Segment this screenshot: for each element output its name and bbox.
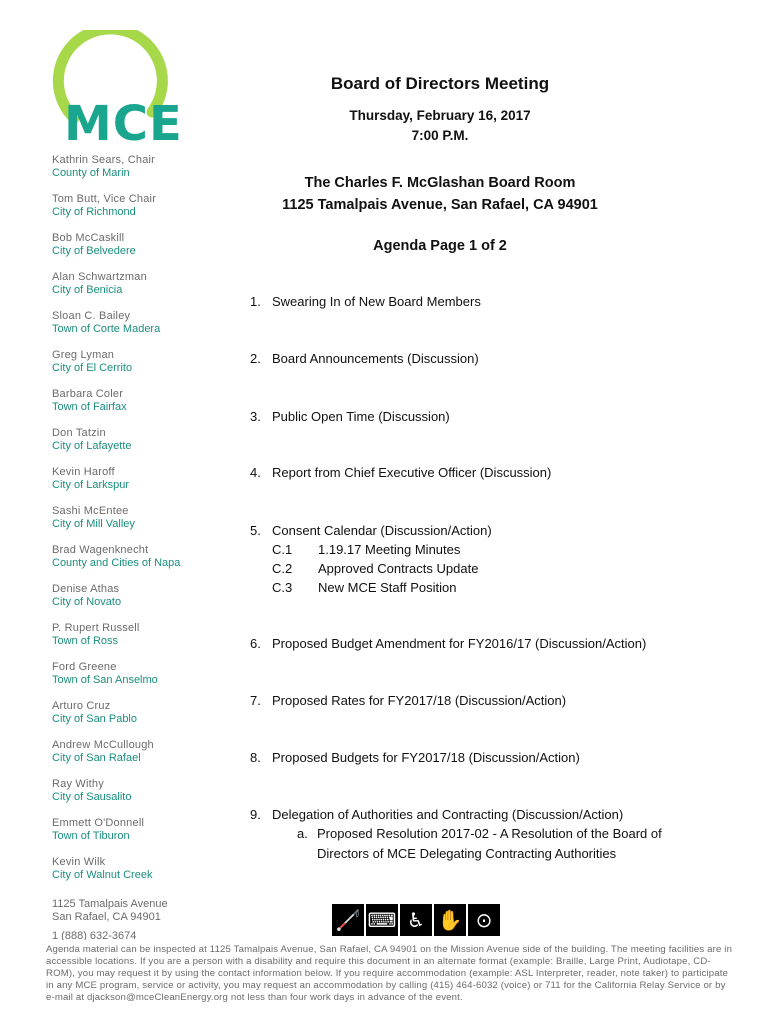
board-member-name: Greg Lyman (52, 349, 115, 361)
board-member-name: Sashi McEntee (52, 505, 129, 517)
meeting-date: Thursday, February 16, 2017 (349, 108, 531, 123)
agenda-item-6: 6. Proposed Budget Amendment for FY2016/17 (Discussion/Action) (250, 636, 647, 651)
board-member (52, 232, 242, 271)
address-line1: 1125 Tamalpais Avenue (52, 898, 168, 910)
board-member (52, 349, 242, 388)
agenda-item-1: 1. Swearing In of New Board Members (250, 294, 481, 309)
item9-subitem-a (297, 824, 662, 844)
board-member-org: City of Lafayette (52, 440, 132, 452)
board-member (52, 856, 242, 895)
board-member (52, 700, 242, 739)
board-member-org: City of San Rafael (52, 752, 141, 764)
board-member (52, 310, 242, 349)
board-member-name: Emmett O'Donnell (52, 817, 145, 829)
agenda-item-9: 9. Delegation of Authorities and Contracting (Discussion/Action) (250, 807, 624, 822)
board-member-org: City of Sausalito (52, 791, 132, 803)
board-member-name: Kevin Haroff (52, 466, 115, 478)
meeting-time: 7:00 P.M. (411, 128, 469, 143)
wheelchair-icon: ♿ (400, 904, 432, 936)
board-member-name: Ford Greene (52, 661, 117, 673)
office-phone: 1 (888) 632-3674 (52, 930, 137, 940)
agenda-item-4: 4. Report from Chief Executive Officer (Discussion) (250, 465, 552, 480)
board-member-org: City of Benicia (52, 284, 123, 296)
board-member-name: Sloan C. Bailey (52, 310, 131, 322)
agenda-item-5: 5. Consent Calendar (Discussion/Action) (250, 523, 492, 538)
hearing-assist-icon: ⊙ (468, 904, 500, 936)
meeting-header (240, 74, 640, 254)
board-member-org: City of Walnut Creek (52, 869, 153, 881)
board-member-name: Alan Schwartzman (52, 271, 147, 283)
board-member-org: City of Richmond (52, 206, 136, 218)
board-member (52, 466, 242, 505)
meeting-room: The Charles F. McGlashan Board Room (304, 175, 576, 191)
board-member (52, 661, 242, 700)
board-member-name: Andrew McCullough (52, 739, 154, 751)
consent-item-c2: C.2 Approved Contracts Update (272, 561, 479, 576)
board-member (52, 154, 242, 193)
board-member-name: P. Rupert Russell (52, 622, 140, 634)
accessibility-footer-note: Agenda material can be inspected at 1125 Tamalpais Avenue, San Rafael, CA 94901 on the Mission Avenue side of the building. The meeting facilities are in accessible locations. If you are a person with a disability and require this document in an alternate format (example: Braille, Large Print, Audiotape, CD-ROM), you may request it by using the contact information below. If you require accommodation (example: ASL Interpreter, reader, note taker) to participate in any MCE program, service or activity, you may request an accommodation by calling (415) 464-6032 (voice) or 711 for the California Relay Service or by e-mail at djackson@mceCleanEnergy.org not less than four work days in advance of the event. (46, 944, 733, 1003)
tty-icon: ⌨ (366, 904, 398, 936)
board-member (52, 778, 242, 817)
board-member-name: Arturo Cruz (52, 700, 111, 712)
board-member-org: Town of Corte Madera (52, 323, 161, 335)
board-member-name: Brad Wagenknecht (52, 544, 149, 556)
board-member (52, 271, 242, 310)
board-member (52, 817, 242, 856)
consent-item-c1: C.1 1.19.17 Meeting Minutes (272, 542, 461, 557)
logo-text: MCE (64, 96, 183, 152)
board-member-org: Town of Tiburon (52, 830, 130, 842)
board-member-org: City of San Pablo (52, 713, 137, 725)
board-member (52, 388, 242, 427)
board-member (52, 583, 242, 622)
board-member-org: City of Mill Valley (52, 518, 135, 530)
agenda-item-3: 3. Public Open Time (Discussion) (250, 409, 450, 424)
board-member (52, 622, 242, 661)
board-member (52, 739, 242, 778)
board-member-list (52, 154, 242, 895)
board-member-name: Denise Athas (52, 583, 120, 595)
board-member-name: Bob McCaskill (52, 232, 125, 244)
board-member (52, 544, 242, 583)
agenda-item-2: 2. Board Announcements (Discussion) (250, 351, 479, 366)
board-member-name: Tom Butt, Vice Chair (52, 193, 157, 205)
board-member-name: Ray Withy (52, 778, 104, 790)
board-member (52, 427, 242, 466)
address-line2: San Rafael, CA 94901 (52, 911, 161, 923)
agenda-item-7: 7. Proposed Rates for FY2017/18 (Discussion/Action) (250, 693, 567, 708)
board-member-org: City of Novato (52, 596, 122, 608)
subitem-line1: Proposed Resolution 2017-02 - A Resolution of the Board of (317, 826, 662, 841)
board-member-name: Don Tatzin (52, 427, 106, 439)
board-member-name: Kathrin Sears, Chair (52, 154, 156, 166)
board-member-org: City of El Cerrito (52, 362, 133, 374)
board-member-org: County and Cities of Napa (52, 557, 181, 569)
page-title: Board of Directors Meeting (330, 74, 550, 93)
board-member-org: City of Larkspur (52, 479, 130, 491)
accessibility-icons (332, 904, 500, 936)
board-member (52, 193, 242, 232)
board-member-org: County of Marin (52, 167, 130, 179)
board-member (52, 505, 242, 544)
blind-cane-icon: 🦯 (332, 904, 364, 936)
sign-language-icon: ✋ (434, 904, 466, 936)
board-member-org: Town of Ross (52, 635, 119, 647)
agenda-item-8: 8. Proposed Budgets for FY2017/18 (Discussion/Action) (250, 750, 580, 765)
board-member-name: Kevin Wilk (52, 856, 106, 868)
board-member-name: Barbara Coler (52, 388, 124, 400)
meeting-address: 1125 Tamalpais Avenue, San Rafael, CA 94901 (282, 197, 598, 213)
board-member-org: Town of Fairfax (52, 401, 127, 413)
board-member-org: City of Belvedere (52, 245, 136, 257)
subitem-label: a. (297, 826, 308, 841)
item9-subitem-a-line2: Directors of MCE Delegating Contracting Authorities (317, 846, 617, 861)
board-member-org: Town of San Anselmo (52, 674, 158, 686)
office-address (52, 898, 168, 924)
agenda-page-number: Agenda Page 1 of 2 (373, 238, 507, 254)
consent-item-c3: C.3 New MCE Staff Position (272, 580, 457, 595)
